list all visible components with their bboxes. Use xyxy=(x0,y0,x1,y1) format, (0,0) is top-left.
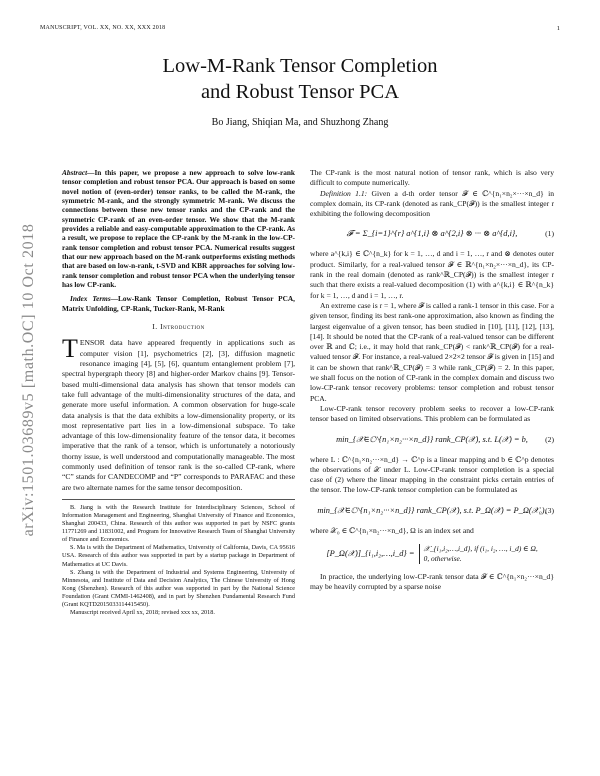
intro-first-word: ENSOR xyxy=(79,338,105,348)
equation-1-body: 𝓕 = Σ_{i=1}^{r} a^{1,i} ⊗ a^{2,i} ⊗ ··· ⊗ a^{d,i}, xyxy=(346,229,518,239)
arxiv-stamp-text: arXiv:1501.03689v5 [math.OC] 10 Oct 2018 xyxy=(20,223,37,537)
footnote-ma: S. Ma is with the Department of Mathematics, University of California, Davis, CA 95616 USA. Research of this author was supported in part by a startup package in Department of Mathematics at UC Davis. xyxy=(62,544,295,568)
decomposition-explanation: where a^{k,i} ∈ ℂ^{n_k} for k = 1, …, d and i = 1, …, r and ⊗ denotes outer product. Similarly, for a real-valued tensor 𝓕 ∈ ℝ^{n₁×n₂×···×n_d}, its CP-rank in the real domain (denoted as rank^ℝ_CP(𝓕)) is the smallest integer r such that there exists a real-valued decomposition (1) with a^{k,i} ∈ ℝ^{n_k} for k = 1, …, d and i = 1, …, r. xyxy=(310,249,554,300)
definition-text: Given a d-th order tensor 𝓕 ∈ ℂ^{n₁×n₂×···×n_d} in complex domain, its CP-rank (denoted as rank_CP(𝓕)) is the smallest integer r exhibiting the following decomposition xyxy=(310,188,554,219)
equation-2-body: min_{𝒳∈ℂ^{n₁×n₂···×n_d}} rank_CP(𝒳), s.t. L(𝒳) = b, xyxy=(336,434,528,444)
equation-4-lhs: [P_Ω(𝒳)]_{i₁,i₂,…,i_d} = xyxy=(326,549,415,559)
equation-4 xyxy=(310,540,554,568)
paper-title xyxy=(60,53,540,105)
index-set-paragraph: where 𝒳₀ ∈ ℂ^{n₁×n₂···×n_d}, Ω is an index set and xyxy=(310,525,474,535)
title-line-2: and Robust Tensor PCA xyxy=(200,81,400,103)
abstract-text: —In this paper, we propose a new approach to solve low-rank tensor completion and robust tensor PCA. Our approach is based on some novel notion of (even-order) tensor ranks, to be called the M-rank, the symmetric M-rank, and the strongly symmetric M-rank. We discuss the connections between these new tensor ranks and the CP-rank and the symmetric CP-rank of an even-order tensor. We show that the M-rank provides a reliable and easy-computable approximation to the CP-rank. As a result, we propose to replace the CP-rank by the M-rank in the low-CP-rank tensor completion and robust tensor PCA. Numerical results suggest that our new approach based on the M-rank outperforms existing methods that are based on low-n-rank, t-SVD and KBR approaches for solving low-rank tensor completion and robust tensor PCA when the underlying tensor has low CP-rank. xyxy=(62,168,295,290)
abstract-lead: Abstract xyxy=(62,168,88,177)
arxiv-stamp[interactable] xyxy=(14,180,44,580)
dropcap-letter: T xyxy=(62,334,78,364)
equation-2-number: (2) xyxy=(545,434,554,444)
index-terms xyxy=(62,294,295,313)
index-terms-lead: Index Terms xyxy=(70,294,111,304)
footnote-zhang: S. Zhang is with the Department of Industrial and Systems Engineering, University of Minnesota, and Institute of Data and Decision Analytics, The Chinese University of Hong Kong (Shenzhen). Research of this author was supported in part by the National Science Foundation (Grant CMMI-1462408), and in part by Shenzhen Fundamental Research Fund (Grant KQTD2015033114415450). xyxy=(62,568,295,609)
page-header xyxy=(40,25,560,35)
equation-2 xyxy=(310,429,554,451)
recovery-paragraph: Low-CP-rank tensor recovery problem seeks to recover a low-CP-rank tensor based on limited observations. This problem can be formulated as xyxy=(310,403,554,424)
right-column xyxy=(310,168,554,593)
equation-3-body: min_{𝒳∈ℂ^{n₁×n₂···×n_d}} rank_CP(𝒳), s.t. P_Ω(𝒳) = P_Ω(𝒳₀), xyxy=(317,505,547,515)
index-terms-text: —Low-Rank Tensor Completion, Robust Tensor PCA, Matrix Unfolding, CP-Rank, Tucker-Rank, M-Rank xyxy=(62,294,296,313)
title-line-1: Low-M-Rank Tensor Completion xyxy=(162,55,438,77)
equation-1 xyxy=(310,223,554,245)
footnote-jiang: B. Jiang is with the Research Institute for Interdisciplinary Sciences, School of Information Management and Engineering, Shanghai University of Finance and Economics, Shanghai 200433, China. Research of this author was supported in part by NSFC grants 11771269 and 11831002, and Program for Innovative Research Team of Shanghai University of Finance and Economics. xyxy=(62,503,295,544)
section-heading-intro: I. Introduction xyxy=(152,322,205,332)
abstract xyxy=(62,168,295,289)
page-number: 1 xyxy=(556,25,560,32)
left-column xyxy=(62,168,295,617)
rank-one-paragraph: An extreme case is r = 1, where 𝓕 is called a rank-1 tensor in this case. For a given tensor, finding its best rank-one approximation, also known as finding the largest eigenvalue of a given tensor, has been studied in [10], [11], [12], [13], [14]. It should be noted that the CP-rank of a real-valued tensor can be different over ℝ and ℂ; i.e., it may hold that rank_CP(𝓕) < rank^ℝ_CP(𝓕) for a real-valued tensor 𝓕. For instance, a real-valued 2×2×2 tensor 𝓕 is given in [15] and it can be shown that rank^ℝ_CP(𝓕) = 3 while rank_CP(𝓕) = 2. In this paper, we shall focus on the notion of CP-rank in the complex domain and discuss two low-CP-rank tensor recovery problems: tensor completion and robust tensor PCA. xyxy=(310,300,554,403)
equation-4-cases xyxy=(419,544,538,564)
equation-4-case-1: 𝒳_{i₁,i₂,…,i_d}, if (i₁, i₂, …, i_d) ∈ Ω, xyxy=(423,544,538,554)
author-list: Bo Jiang, Shiqian Ma, and Shuzhong Zhang xyxy=(211,117,389,128)
equation-4-case-2: 0, otherwise. xyxy=(423,554,462,564)
intro-text: data have appeared frequently in applications such as computer vision [1], psychometrics [2], [3], diffusion magnetic resonance imaging [4], [5], [6], quantum entanglement problem [7], spectral hypergraph theory [8] and higher-order Markov chains [9]. Tensor-based multi-dimensional data analysis has shown that tensor models can take full advantage of the multi-dimensionality structures of the data, and generate more useful information. A common observation for huge-scale data analysis is that the data exhibits a low-dimensionality property, or its most representative part lies in a low-dimensional subspace. To take advantage of this low-dimensionality feature of the tensor data, it becomes imperative that the rank of a tensor, which is unfortunately a notoriously thorny issue, is well understood and computationally manageable. The most commonly used definition of tensor rank is the so-called CP-rank, where “C” stands for CANDECOMP and “P” corresponds to PARAFAC and these are two alternate names for the same tensor decomposition. xyxy=(62,338,295,492)
footnotes xyxy=(62,499,295,617)
definition-head: Definition 1.1: xyxy=(320,188,368,198)
cp-rank-intro: The CP-rank is the most natural notion of tensor rank, which is also very difficult to compute numerically. xyxy=(310,168,554,188)
equation-3 xyxy=(310,500,554,522)
footnote-manuscript: Manuscript received April xx, 2018; revised xxx xx, 2018. xyxy=(70,609,215,617)
definition-1-1 xyxy=(310,189,554,220)
equation-3-number: (3) xyxy=(545,505,554,515)
equation-1-number: (1) xyxy=(545,229,554,239)
intro-paragraph xyxy=(62,334,295,492)
linear-mapping-paragraph: where L : ℂ^{n₁×n₂···×n_d} → ℂ^p is a linear mapping and b ∈ ℂ^p denotes the observations of 𝒳 under L. Low-CP-rank tensor completion is a special case of (2) where the linear mapping in the constraint picks certain entries of the tensor. The low-CP-rank tensor completion can be formulated as xyxy=(310,454,554,495)
practice-paragraph: In practice, the underlying low-CP-rank tensor data 𝓕 ∈ ℂ^{n₁×n₂···×n_d} may be heavily corrupted by a sparse noise xyxy=(310,572,554,592)
journal-line: MANUSCRIPT, VOL. XX, NO. XX, XXX 2018 xyxy=(40,25,166,31)
